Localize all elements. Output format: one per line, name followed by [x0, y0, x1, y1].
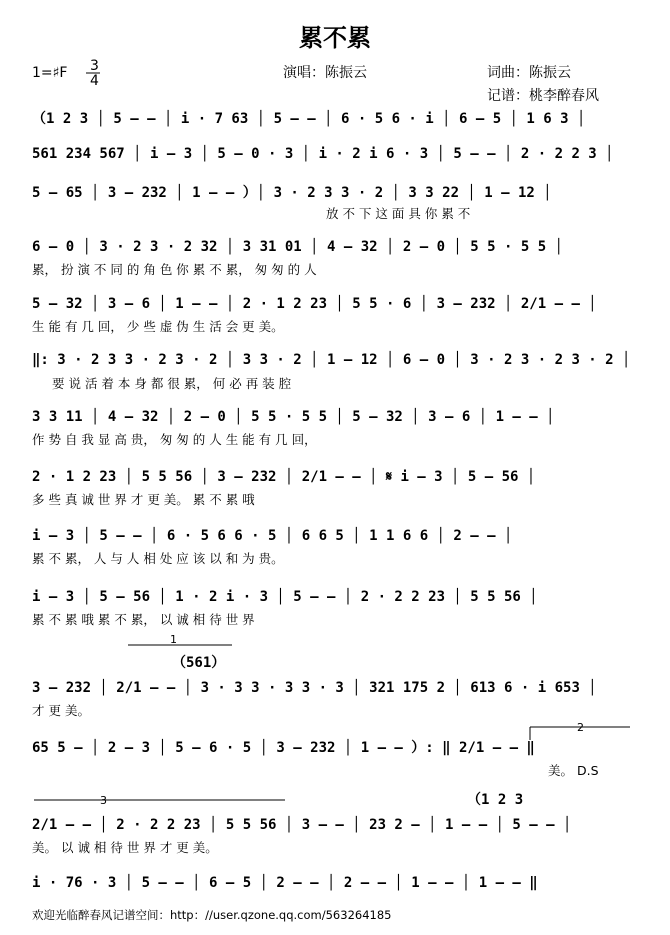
notation-row-13: 2/1 – – │ 2 · 2 2 23 │ 5 5 56 │ 3 – – │ 23 2 – │ 1 – – │ 5 – – │: [32, 817, 572, 833]
notation-row-1: （1 2 3 │ 5 – – │ i · 7 63 │ 5 – – │ 6 · 5 6 · i │ 6 – 5 │ 1 6 3 │: [32, 111, 586, 127]
lyric-row-13: 美。 以 诚 相 待 世 界 才 更 美。: [32, 840, 218, 855]
composer-credit: 词曲：陈振云: [487, 65, 571, 81]
singer-credit: 演唱：陈振云: [283, 65, 367, 81]
volta-2-number: 2: [577, 721, 584, 734]
notation-row-3: 5 – 65 │ 3 – 232 │ 1 – – ）│ 3 · 2 3 3 · 2 │ 3 3 22 │ 1 – 12 │: [32, 185, 552, 201]
key-signature: 1=♯F: [32, 65, 68, 81]
lyric-row-12: 美。 D.S: [548, 763, 599, 778]
grace-notes-2: （1 2 3: [467, 792, 524, 808]
time-signature-denominator: 4: [90, 73, 99, 89]
lyric-row-10: 累 不 累 哦 累 不 累， 以 诚 相 待 世 界: [32, 612, 255, 627]
notation-row-2: 561 234 567 │ i – 3 │ 5 – 0 · 3 │ i · 2 i 6 · 3 │ 5 – – │ 2 · 2 2 3 │: [32, 146, 614, 162]
notation-row-7: 3 3 11 │ 4 – 32 │ 2 – 0 │ 5 5 · 5 5 │ 5 – 32 │ 3 – 6 │ 1 – – │: [32, 409, 555, 425]
grace-notes-1: （561）: [172, 655, 226, 671]
lyric-row-5: 生 能 有 几 回， 少 些 虚 伪 生 活 会 更 美。: [32, 319, 284, 334]
notation-row-5: 5 – 32 │ 3 – 6 │ 1 – – │ 2 · 1 2 23 │ 5 5 · 6 │ 3 – 232 │ 2/1 – – │: [32, 296, 597, 312]
song-title: 累不累: [299, 23, 371, 52]
lyric-row-4: 累， 扮 演 不 同 的 角 色 你 累 不 累， 匆 匆 的 人: [32, 262, 317, 277]
notation-row-10: i – 3 │ 5 – 56 │ 1 · 2 i · 3 │ 5 – – │ 2 · 2 2 23 │ 5 5 56 │: [32, 589, 538, 605]
volta-1-number: 1: [170, 633, 177, 646]
lyric-row-3: 放 不 下 这 面 具 你 累 不: [326, 206, 471, 221]
notation-row-14: i · 76 · 3 │ 5 – – │ 6 – 5 │ 2 – – │ 2 – – │ 1 – – │ 1 – – ‖: [32, 875, 538, 891]
time-signature-numerator: 3: [90, 58, 99, 74]
notation-row-4: 6 – 0 │ 3 · 2 3 · 2 32 │ 3 31 01 │ 4 – 32 │ 2 – 0 │ 5 5 · 5 5 │: [32, 239, 564, 255]
lyric-row-11: 才 更 美。: [32, 703, 90, 718]
notation-row-11: 3 – 232 │ 2/1 – – │ 3 · 3 3 · 3 3 · 3 │ 321 175 2 │ 613 6 · i 653 │: [32, 680, 597, 696]
volta-3-number: 3: [100, 794, 107, 807]
lyric-row-8: 多 些 真 诚 世 界 才 更 美。 累 不 累 哦: [32, 492, 255, 507]
notation-rows: [32, 109, 630, 891]
lyric-row-9: 累 不 累， 人 与 人 相 处 应 该 以 和 为 贵。: [32, 551, 284, 566]
notation-row-9: i – 3 │ 5 – – │ 6 · 5 6 6 · 5 │ 6 6 5 │ 1 1 6 6 │ 2 – – │: [32, 528, 513, 544]
notation-row-6: ‖: 3 · 2 3 3 · 2 3 · 2 │ 3 3 · 2 │ 1 – 12 │ 6 – 0 │ 3 · 2 3 · 2 3 · 2 │: [32, 352, 631, 368]
volta-brackets: [34, 645, 630, 800]
notation-row-8: 2 · 1 2 23 │ 5 5 56 │ 3 – 232 │ 2/1 – – │ 𝄋 i – 3 │ 5 – 56 │: [32, 469, 536, 485]
footer-text: 欢迎光临醉春风记谱空间：http：//user.qzone.qq.com/563264185: [32, 908, 392, 922]
notation-row-12: 65 5 – │ 2 – 3 │ 5 – 6 · 5 │ 3 – 232 │ 1 – – ）: ‖ 2/1 – – ‖: [32, 740, 535, 756]
transcriber-credit: 记谱：桃李醉春风: [487, 88, 599, 104]
lyric-row-6: 要 说 活 着 本 身 都 很 累， 何 必 再 装 腔: [52, 376, 292, 391]
lyric-row-7: 作 势 自 我 显 高 贵， 匆 匆 的 人 生 能 有 几 回，: [32, 432, 317, 447]
